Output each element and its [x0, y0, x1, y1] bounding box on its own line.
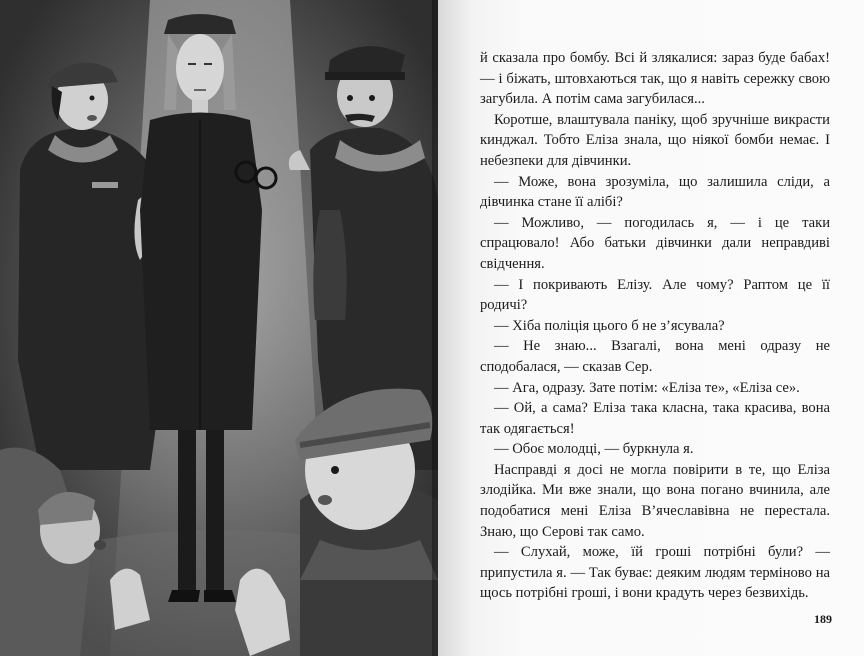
paragraph: Коротше, влаштувала паніку, щоб зручніше викрасти кинджал. Тобто Еліза знала, що ніякої бомби немає. І небезпеки для дівчинки.: [480, 111, 830, 169]
paragraph: — Може, вона зрозуміла, що залишила сліди, а дівчинка стане її алібі?: [480, 173, 830, 211]
story-text: [480, 48, 830, 604]
paragraph: — Ага, одразу. Зате потім: «Еліза те», «Еліза се».: [494, 379, 800, 396]
paragraph: — Обоє молодці, — буркнула я.: [494, 441, 694, 458]
paragraph: — Можливо, — погодилась я, — і це таки спрацювало! Або батьки дівчинки дали неправдиві свідчення.: [480, 214, 830, 272]
paragraph: й сказала про бомбу. Всі й злякалися: зараз буде бабах! — і біжать, штовхаються так, що я навіть сережку свою загубила. А потім сама загубилася...: [480, 50, 830, 108]
text-page: [438, 0, 864, 656]
paragraph: — І покривають Елізу. Але чому? Раптом це її родичі?: [480, 276, 830, 314]
paragraph: — Ой, а сама? Еліза така класна, така красива, вона так одягається!: [480, 400, 830, 437]
paragraph: Насправді я досі не могла повірити в те, що Еліза злодійка. Ми вже знали, що вона погано вчинила, але подобатися мені Еліза В’ячеславівна не перестала. Знаю, що Серові так само.: [480, 461, 830, 540]
page-number: 189: [814, 612, 832, 626]
paragraph: — Слухай, може, їй гроші потрібні були? — припустила я. — Так буває: деяким людям терміново на щось потрібні гроші, і вони крадуть через безвихідь.: [480, 544, 830, 602]
paragraph: — Не знаю... Взагалі, вона мені одразу не сподобалася, — сказав Сер.: [480, 338, 830, 375]
paragraph: — Хіба поліція цього б не з’ясувала?: [494, 317, 725, 334]
boy-cap-figure: [295, 389, 438, 656]
